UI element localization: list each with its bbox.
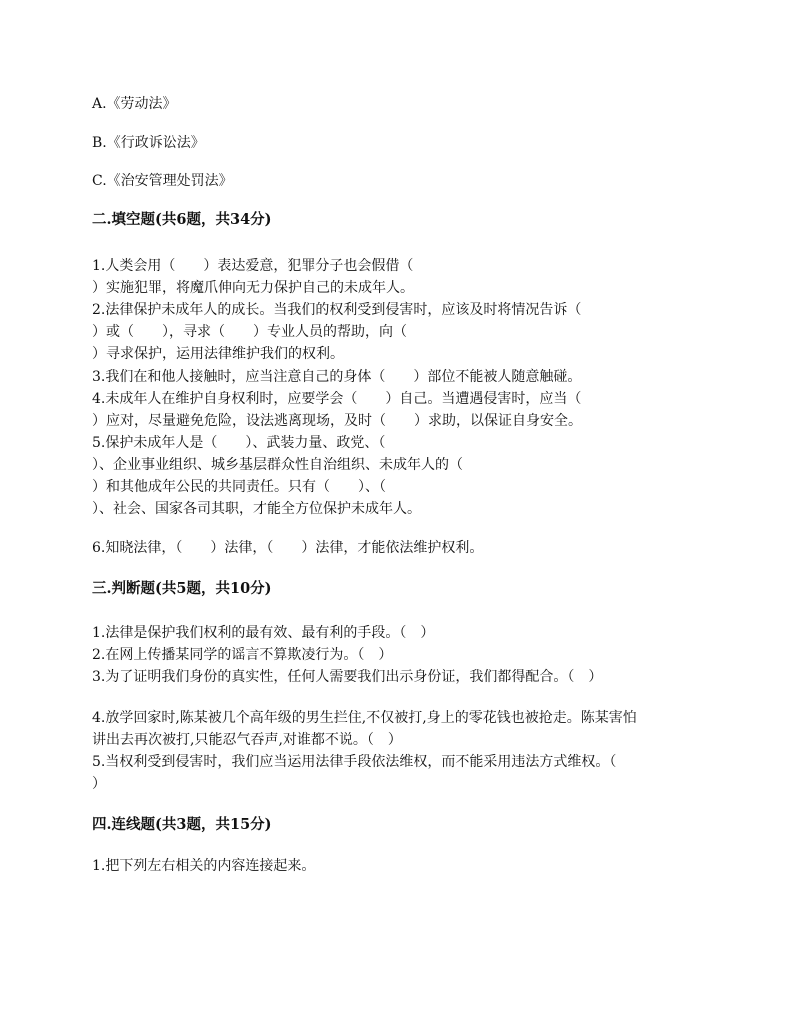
question-line: ）或（ ），寻求（ ）专业人员的帮助，向（ [92,324,407,340]
section-heading-matching: 四.连线题(共3题，共15分) [92,816,272,833]
option-c: C.《治安管理处罚法》 [92,173,233,189]
question-line: ）实施犯罪，将魔爪伸向无力保护自己的未成年人。 [92,280,414,296]
question-line: 5.保护未成年人是（ ）、武装力量、政党、（ [92,435,386,451]
question-line: 5.当权利受到侵害时，我们应当运用法律手段依法维权，而不能采用违法方式维权。（ [92,754,617,770]
section-heading-fill-blank: 二.填空题(共6题，共34分) [92,211,272,228]
question-line: ）应对，尽量避免危险，设法逃离现场，及时（ ）求助，以保证自身安全。 [92,413,582,429]
question-line: 4.未成年人在维护自身权利时，应要学会（ ）自己。当遭遇侵害时，应当（ [92,391,582,407]
question-line: 2.在网上传播某同学的谣言不算欺凌行为。（ ） [92,647,393,663]
question-line: 1.人类会用（ ）表达爱意，犯罪分子也会假借（ [92,258,414,274]
question-line: ）和其他成年公民的共同责任。只有（ ）、（ [92,479,386,495]
question-line: 讲出去再次被打,只能忍气吞声,对谁都不说。（ ） [92,732,402,748]
section-heading-true-false: 三.判断题(共5题，共10分) [92,580,272,597]
question-line: 6.知晓法律，（ ）法律，（ ）法律，才能依法维护权利。 [92,540,484,556]
question-line: 1.法律是保护我们权利的最有效、最有利的手段。（ ） [92,625,435,641]
question-line: ）、企业事业组织、城乡基层群众性自治组织、未成年人的（ [92,457,463,473]
option-b: B.《行政诉讼法》 [92,135,205,151]
question-line: ）、社会、国家各司其职，才能全方位保护未成年人。 [92,501,421,517]
question-line: 2.法律保护未成年人的成长。当我们的权利受到侵害时，应该及时将情况告诉（ [92,302,582,318]
question-line: 3.我们在和他人接触时，应当注意自己的身体（ ）部位不能被人随意触碰。 [92,369,582,385]
question-line: ）寻求保护，运用法律维护我们的权利。 [92,346,344,362]
question-line: 1.把下列左右相关的内容连接起来。 [92,858,316,874]
option-a: A.《劳动法》 [92,96,177,112]
question-line: ） [92,776,106,792]
question-line: 3.为了证明我们身份的真实性，任何人需要我们出示身份证，我们都得配合。（ ） [92,669,603,685]
question-line: 4.放学回家时,陈某被几个高年级的男生拦住,不仅被打,身上的零花钱也被抢走。陈某害怕 [92,710,637,726]
